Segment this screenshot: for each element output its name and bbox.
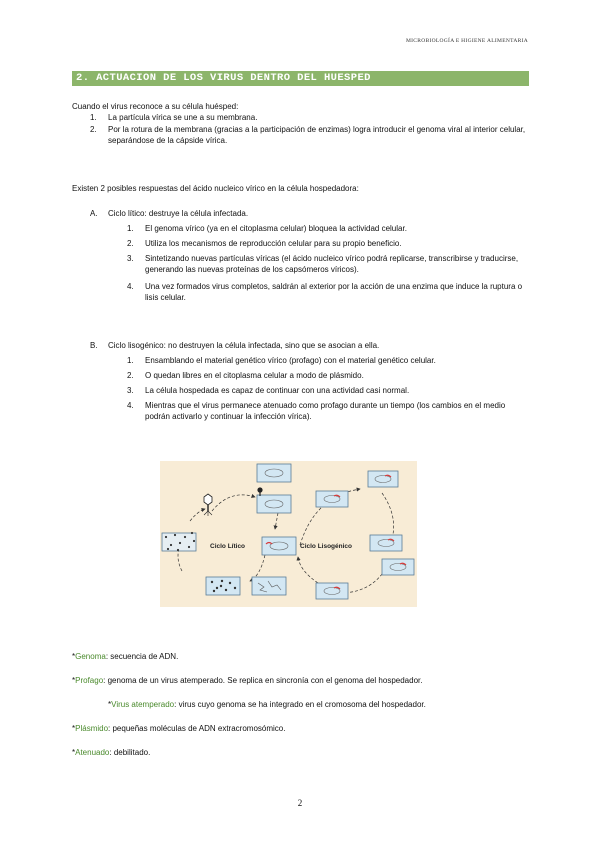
- intro-lead: Cuando el virus reconoce a su célula huésped:: [72, 102, 239, 111]
- glossary-entry: *Genoma: secuencia de ADN.: [72, 652, 179, 661]
- virus-cycle-diagram: [160, 461, 417, 607]
- lytic-arrow: [212, 495, 255, 511]
- lytic-item-number: 4.: [127, 282, 134, 291]
- glossary-entry: *Virus atemperado: virus cuyo genoma se ha integrado en el cromosoma del hospedador.: [108, 700, 426, 709]
- cycle-a-letter: A.: [90, 209, 98, 218]
- lysogenic-cell: [370, 535, 402, 551]
- host-cell: [257, 464, 291, 482]
- infected-cell: [257, 495, 291, 513]
- lysogenic-item-text: La célula hospedada es capaz de continuar con una actividad casi normal.: [145, 386, 410, 395]
- lysogenic-item-text: Mientras que el virus permanece atenuado como profago durante un tiempo (los cambios en el medio podrán activarlo y continuar la infección vírica).: [145, 401, 506, 421]
- section-title: 2. ACTUACION DE LOS VIRUS DENTRO DEL HUESPED: [76, 72, 371, 84]
- lysogenic-item-text: O quedan libres en el citoplasma celular a modo de plásmido.: [145, 371, 364, 380]
- lytic-item-text: Una vez formados virus completos, saldrán al exterior por la acción de una enzima que induce la ruptura o lisis celular.: [145, 282, 523, 302]
- lytic-item-number: 2.: [127, 239, 134, 248]
- lytic-arrow: [190, 509, 205, 521]
- lytic-item-text: El genoma vírico (ya en el citoplasma celular) bloquea la actividad celular.: [145, 224, 407, 233]
- lysogenic-arrow: [298, 557, 318, 583]
- intro-step-number: 2.: [90, 125, 97, 134]
- assembly-cell: [206, 577, 240, 595]
- lysogenic-item-number: 4.: [127, 401, 134, 410]
- running-header: MICROBIOLOGÍA E HIGIENE ALIMENTARIA: [405, 38, 528, 44]
- infected-cell: [262, 537, 296, 555]
- lysogenic-item-number: 3.: [127, 386, 134, 395]
- lytic-item-number: 1.: [127, 224, 134, 233]
- lysogenic-item-number: 2.: [127, 371, 134, 380]
- free-phage: [204, 494, 212, 516]
- glossary-term: Plásmido: [75, 724, 109, 733]
- cycle-a-title: Ciclo lítico: destruye la célula infectada.: [108, 209, 249, 218]
- lysogenic-item-text: Ensamblando el material genético vírico (profago) con el material genético celular.: [145, 356, 436, 365]
- cycle-b-title: Ciclo lisogénico: no destruyen la célula infectada, sino que se asocian a ella.: [108, 341, 380, 350]
- lytic-item-text: Utiliza los mecanismos de reproducción celular para su propio beneficio.: [145, 239, 402, 248]
- lytic-arrow: [275, 513, 278, 529]
- cycle-b-letter: B.: [90, 341, 98, 350]
- glossary-entry: *Atenuado: debilitado.: [72, 748, 151, 757]
- lysis-cell: [162, 533, 196, 551]
- lytic-cycle-label: Ciclo Lítico: [210, 543, 246, 550]
- lysogenic-item-number: 1.: [127, 356, 134, 365]
- replicating-cell: [252, 577, 286, 595]
- glossary-term: Atenuado: [75, 748, 110, 757]
- glossary-term: Virus atemperado: [111, 700, 175, 709]
- glossary-entry: *Profago: genoma de un virus atemperado. Se replica en sincronía con el genoma del hospedador.: [72, 676, 423, 685]
- lysogenic-cell: [316, 583, 348, 599]
- lytic-item-number: 3.: [127, 254, 134, 263]
- lytic-item-text: Sintetizando nuevas partículas víricas (el ácido nucleico vírico podrá replicarse, transcribirse y traducirse, generando las nuevas proteínas de los capsómeros víricos).: [145, 254, 519, 274]
- glossary-entry: *Plásmido: pequeñas moléculas de ADN extracromosómico.: [72, 724, 286, 733]
- page-number: 2: [297, 798, 303, 808]
- lysogenic-cell: [316, 491, 348, 507]
- lysogenic-arrow: [382, 493, 394, 539]
- lysogenic-cell: [368, 471, 398, 487]
- glossary-term: Genoma: [75, 652, 106, 661]
- responses-lead: Existen 2 posibles respuestas del ácido nucleico vírico en la célula hospedadora:: [72, 184, 359, 193]
- intro-step-text: La partícula vírica se une a su membrana.: [108, 113, 258, 122]
- section-title-bar: [72, 71, 529, 86]
- intro-step-number: 1.: [90, 113, 97, 122]
- glossary-term: Profago: [75, 676, 104, 685]
- intro-step-text: Por la rotura de la membrana (gracias a la participación de enzimas) logra introducir el genoma viral al interior celular, separándose de la cápside vírica.: [108, 125, 526, 145]
- lysogenic-cycle-label: Ciclo Lisogénico: [300, 543, 353, 550]
- lysogenic-cell: [382, 559, 414, 575]
